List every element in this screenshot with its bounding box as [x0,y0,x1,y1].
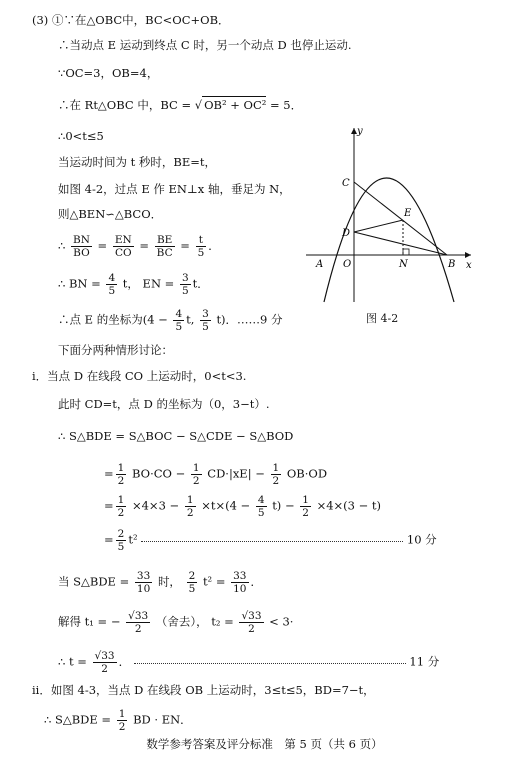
den: 5 [175,321,183,333]
fraction [93,650,117,675]
text: = [139,238,149,253]
den: 5 [117,541,125,553]
fraction [300,494,311,519]
text: t， EN = [122,276,175,291]
text: t² [128,532,138,547]
line-14: 此时 CD=t，点 D 的坐标为（0，3−t）. [58,397,270,411]
right-angle-mark [403,249,409,255]
line-20 [58,610,293,635]
label-x: x [466,260,472,271]
text: ∴点 E 的坐标为(4 − [58,312,168,327]
text: 当 S△BDE = [58,574,130,589]
text: BD · EN． [133,712,192,727]
text: ∴ S△BDE = [44,712,112,727]
den: 2 [302,507,309,519]
text: ×t×(4 − [201,498,251,513]
line-1: (3) ①∵在△OBC中，BC<OC+OB． [32,13,230,27]
fraction [113,234,134,259]
label-y: y [357,126,363,137]
fraction [106,272,117,297]
den: 5 [108,285,116,297]
fraction [126,610,150,635]
den: CO [114,247,132,259]
radical: OB² + OC² [204,98,267,112]
den: 2 [192,475,200,487]
fraction [185,494,196,519]
den: 2 [118,721,126,733]
text: CD·|xE| − [207,466,265,481]
fraction [173,308,184,333]
text: ∴ [58,238,66,253]
fraction [116,528,127,553]
label-C: C [342,178,350,189]
den: 10 [233,583,247,595]
num: BN [72,234,90,246]
num: √33 [241,610,262,622]
den: 5 [181,285,189,297]
den: 2 [117,507,125,519]
line-16: = $\frac{1}{2}$ BO·CO − $\frac{1}{2}$ CD·|xE| − $\frac{1}{2}$ OB·OD [104,462,328,487]
line-2: ∴当动点 E 运动到终点 C 时，另一个动点 D 也停止运动. [58,38,352,52]
fraction [187,570,198,595]
num: BE [155,234,175,247]
fraction [196,234,207,259]
num: 1 [186,494,194,506]
text: < 3· [269,614,294,629]
num: √33 [94,650,115,662]
line-8: 则△BEN∽△BCO． [58,207,163,221]
line-9: ∴ $\frac{BN}{BO}$ = $\frac{EN}{CO}$ = $\frac{BE}{BC}$ = $\frac{t}{5}$ ． [58,234,220,259]
num: 4 [175,308,183,320]
fraction [239,610,263,635]
score: 11 分 [409,654,440,669]
text: OB·OD [286,466,328,481]
line-10: ∴ BN = $\frac{4}{5}$ t， EN = $\frac{3}{5}$ t． [58,272,209,297]
den: 2 [248,623,255,635]
den: 5 [197,247,205,259]
num: 1 [117,462,125,474]
fraction [271,462,282,487]
text: t² = [202,574,226,589]
line-4: ∴在 Rt△OBC 中，BC = √ OB² + OC² = 5． [58,98,303,112]
text: = [97,238,108,253]
fraction [200,308,211,333]
num: 33 [233,570,247,582]
text: ×4×(3 − t) [316,498,382,513]
num: EN [114,234,132,246]
label-E: E [404,208,412,219]
line-21: ∴ t = $\frac{√33}{2}$ ． 11 分 [58,650,440,675]
den: 5 [188,583,196,595]
num: 3 [202,308,209,320]
text: = 5． [270,98,303,112]
line-19: 当 S△BDE = $\frac{33}{10}$ 时， $\frac{2}{5}$ t² = $\frac{33}{10}$ ． [58,570,262,595]
text: ×4×3 − [131,498,180,513]
line-12: 下面分两种情形讨论： [58,343,173,357]
segment-CB [354,182,447,255]
fraction [256,494,267,519]
line-5: ∴0<t≤5 [58,129,104,143]
fraction [231,570,248,595]
line-7: 如图 4-2，过点 E 作 EN⊥x 轴，垂足为 N， [58,182,291,196]
fraction [180,272,191,297]
den: 2 [101,663,108,675]
den: 10 [136,583,151,595]
den: BC [156,247,173,259]
num: 2 [117,528,125,540]
parabola [324,178,454,302]
num: t [196,234,207,247]
fraction [155,234,175,259]
line-11: ∴点 E 的坐标为(4 − $\frac{4}{5}$ t, $\frac{3}{5}$ t)．……9 分 [58,308,283,333]
den: 5 [257,507,265,519]
leader-dots [141,540,403,542]
line-6: 当运动时间为 t 秒时，BE=t， [58,155,217,169]
num: 1 [302,494,309,506]
den: 2 [117,475,125,487]
den: 2 [186,507,194,519]
num: 1 [192,462,200,474]
line-3: ∵OC=3，OB=4， [58,66,159,80]
label-B: B [448,259,456,270]
num: 4 [108,272,116,284]
num: 33 [136,570,151,582]
num: 4 [257,494,265,506]
fraction [135,570,152,595]
text: （舍去）， t₂ = [155,614,234,629]
text: 解得 t₁ = − [58,614,121,629]
score: 10 分 [406,532,437,547]
fraction [116,494,127,519]
figure-4-2 [306,124,476,304]
den: 5 [202,321,209,333]
num: 1 [117,494,125,506]
segment-DE [354,220,403,232]
label-O: O [343,259,352,270]
num: 1 [118,708,126,720]
line-13: i．当点 D 在线段 CO 上运动时，0<t<3. [32,369,247,383]
fraction [191,462,202,487]
text: = [180,238,190,253]
line-17: = $\frac{1}{2}$ ×4×3 − $\frac{1}{2}$ ×t×(4 − $\frac{4}{5}$ t) − $\frac{1}{2}$ ×4×(3 − t) [104,494,382,519]
text: t) − [272,498,295,513]
den: 2 [272,475,280,487]
fraction [117,708,128,733]
label-N: N [399,259,408,270]
num: 1 [272,462,280,474]
figure-caption: 图 4-2 [366,312,399,325]
fraction [116,462,127,487]
text: BO·CO − [131,466,186,481]
text: ∴ BN = [58,276,101,291]
fraction [71,234,92,259]
text: t)．……9 分 [216,312,283,327]
num: 2 [188,570,196,582]
label-D: D [342,228,351,239]
line-18: = $\frac{2}{5}$ t² 10 分 [104,528,437,553]
label-A: A [316,259,324,270]
text: 时， [157,574,181,589]
num: 3 [181,272,189,284]
leader-dots [134,662,406,664]
line-23 [44,708,192,733]
num: √33 [128,610,149,622]
den: 2 [134,623,142,635]
line-15: ∴ S△BDE = S△BOC − S△CDE − S△BOD [58,429,294,443]
text: ∴ t = [58,654,87,669]
x-axis-arrow [465,252,471,258]
line-22: ii．如图 4-3，当点 D 在线段 OB 上运动时，3≤t≤5，BD=7−t， [32,683,375,697]
text: ∴在 Rt△OBC 中，BC = [58,98,192,112]
den: BO [73,247,90,259]
page-footer: 数学参考答案及评分标准 第 5 页（共 6 页） [146,737,383,751]
